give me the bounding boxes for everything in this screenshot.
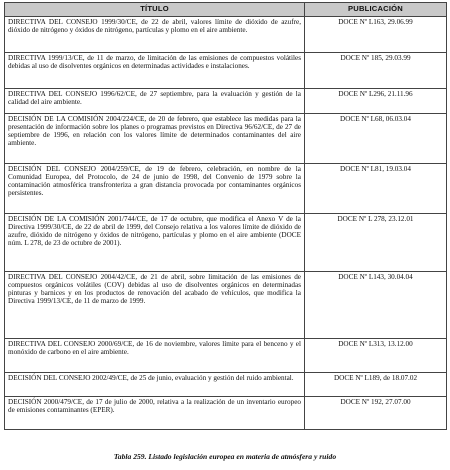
publicacion-cell: DOCE Nº L313, 13.12.00 [305, 339, 447, 373]
table-caption: Tabla 259. Listado legislación europea en materia de atmósfera y ruido [113, 452, 337, 461]
table-row [5, 114, 447, 164]
table-row [5, 89, 447, 114]
table-row [5, 214, 447, 272]
publicacion-cell: DOCE Nº L189, de 18.07.02 [305, 373, 447, 397]
table-row [5, 164, 447, 214]
table-row [5, 53, 447, 89]
table-row [5, 373, 447, 397]
publicacion-cell: DOCE Nº L163, 29.06.99 [305, 17, 447, 53]
table-row [5, 272, 447, 339]
publicacion-cell: DOCE Nº L143, 30.04.04 [305, 272, 447, 339]
publicacion-cell: DOCE Nº L 278, 23.12.01 [305, 214, 447, 272]
publicacion-cell: DOCE Nº 185, 29.03.99 [305, 53, 447, 89]
titulo-cell: DECISIÓN DEL CONSEJO 2002/49/CE, de 25 de junio, evaluación y gestión del ruido ambiental. [5, 373, 305, 397]
publicacion-cell: DOCE Nº L296, 21.11.96 [305, 89, 447, 114]
header-titulo: TÍTULO [5, 3, 305, 17]
table-row [5, 397, 447, 430]
publicacion-cell: DOCE Nº L68, 06.03.04 [305, 114, 447, 164]
titulo-cell: DIRECTIVA DEL CONSEJO 1996/62/CE, de 27 septiembre, para la evaluación y gestión de la calidad del aire ambiente. [5, 89, 305, 114]
table-header-row [5, 3, 447, 17]
legislation-table [4, 2, 447, 430]
publicacion-cell: DOCE Nº 192, 27.07.00 [305, 397, 447, 430]
titulo-cell: DECISIÓN DEL CONSEJO 2004/259/CE, de 19 de febrero, celebración, en nombre de la Comunidad Europea, del Protocolo, de 24 de junio de 1998, del Convenio de 1979 sobre la contaminación atmosférica transfronteriza a gran distancia provocada por contaminantes orgánicos persistentes. [5, 164, 305, 214]
titulo-cell: DECISIÓN DE LA COMISIÓN 2004/224/CE, de 20 de febrero, que establece las medidas para la presentación de información sobre los planes o programas previstos en Directiva 96/62/CE, de 27 de septiembre de 1996, en relación con los valores límite de determinados contaminantes del aire ambiente. [5, 114, 305, 164]
titulo-cell: DIRECTIVA DEL CONSEJO 1999/30/CE, de 22 de abril, valores límite de dióxido de azufre, dióxido de nitrógeno y óxidos de nitrógeno, partículas y plomo en el aire ambiente. [5, 17, 305, 53]
titulo-cell: DIRECTIVA DEL CONSEJO 2004/42/CE, de 21 de abril, sobre limitación de las emisiones de compuestos orgánicos volátiles (COV) debidas al uso de disolventes orgánicos en determinadas pinturas y barnices y en los productos de renovación del acabado de vehículos, que modifica la Directiva 1999/13/CE, de 11 de marzo de 1999. [5, 272, 305, 339]
table-row [5, 17, 447, 53]
titulo-cell: DIRECTIVA 1999/13/CE, de 11 de marzo, de limitación de las emisiones de compuestos volátiles debidas al uso de disolventes orgánicos en determinadas actividades e instalaciones. [5, 53, 305, 89]
titulo-cell: DECISIÓN 2000/479/CE, de 17 de julio de 2000, relativa a la realización de un inventario europeo de emisiones contaminantes (EPER). [5, 397, 305, 430]
titulo-cell: DECISIÓN DE LA COMISIÓN 2001/744/CE, de 17 de octubre, que modifica el Anexo V de la Directiva 1999/30/CE, de 22 de abril de 1999, del Consejo relativa a los valores límite de dióxido de azufre, dióxido de nitrógeno y óxidos de nitrógeno, partículas y plomo en el aire ambiente (DOCE núm. L 278, de 23 de octubre de 2001). [5, 214, 305, 272]
header-publicacion: PUBLICACIÓN [305, 3, 447, 17]
publicacion-cell: DOCE Nº L81, 19.03.04 [305, 164, 447, 214]
table-row [5, 339, 447, 373]
titulo-cell: DIRECTIVA DEL CONSEJO 2000/69/CE, de 16 de noviembre, valores límite para el benceno y el monóxido de carbono en el aire ambiente. [5, 339, 305, 373]
